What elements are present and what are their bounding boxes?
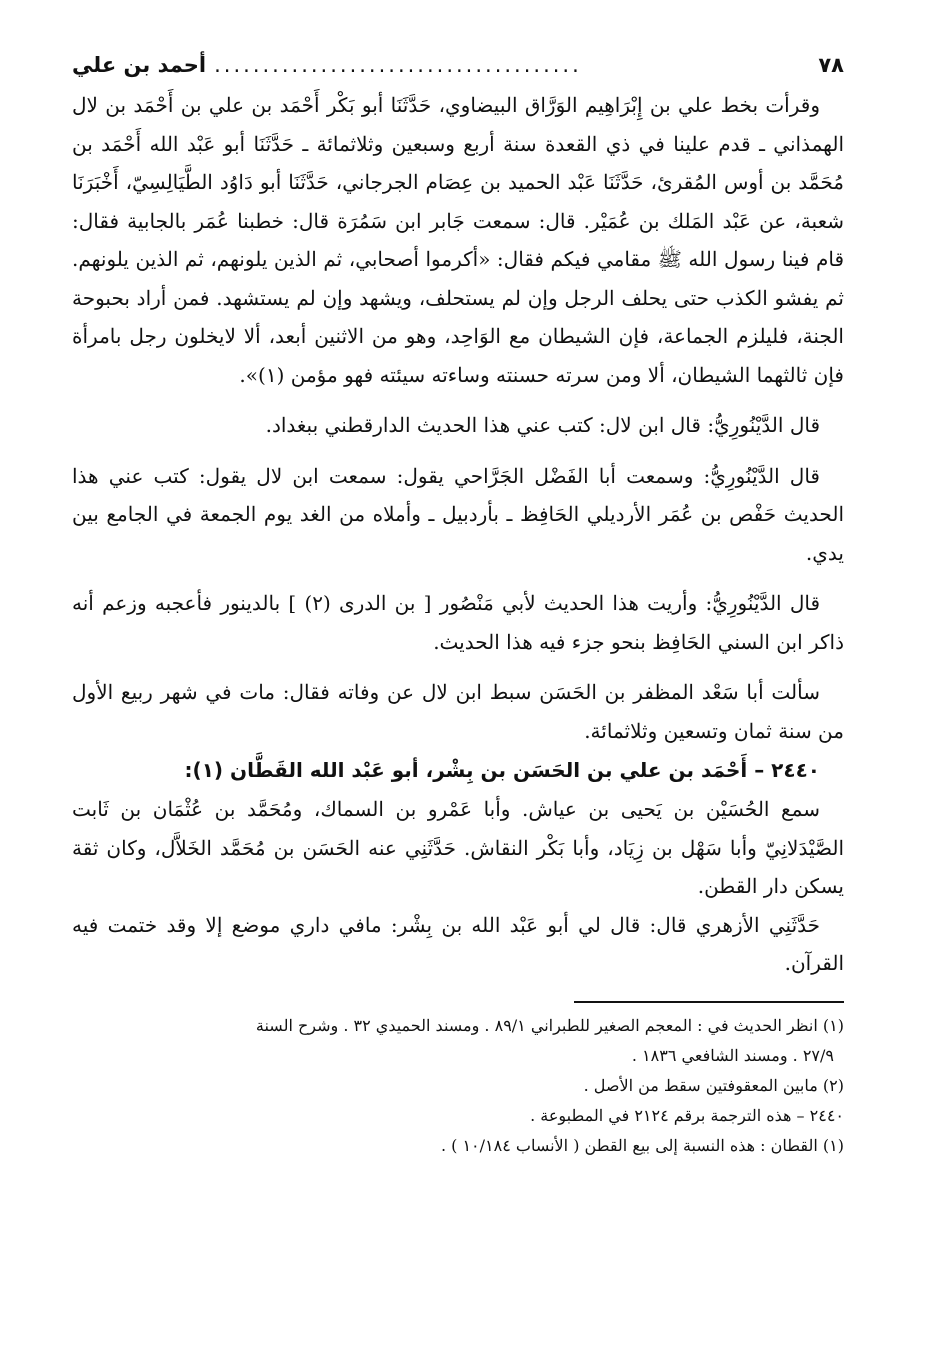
entry-heading: ٢٤٤٠ – أَحْمَد بن علي بن الحَسَن بن بِشْر، أبو عَبْد الله القَطَّان (١):: [184, 758, 820, 782]
entry-paragraph: حَدَّثَنِي الأزهري قال: قال لي أبو عَبْد الله بن بِشْر: مافي داري موضع إلا وقد ختمت فيه القرآن.: [72, 912, 844, 975]
footnote: ٢٤٤٠ – هذه الترجمة برقم ٢١٢٤ في المطبوعة .: [530, 1105, 844, 1125]
hadith-paragraph: وقرأت بخط علي بن إِبْرَاهِيم الوَرَّاق البيضاوي، حَدَّثَنَا أبو بَكْر أَحْمَد بن علي بن أَحْمَد بن لال الهمذاني ـ قدم علينا في ذي القعدة سنة أربع وسبعين وثلاثمائة ـ حَدَّثَنَا أبو عَبْد الله أَحْمَد بن مُحَمَّد بن أوس المُقرئ، حَدَّثَنَا عَبْد الحميد بن عِصَام الجرجاني، حَدَّثَنَا أبو دَاوُد الطَّيَالِسِيّ، أَخْبَرَنَا شعبة، عن عَبْد المَلك بن عُمَيْر. قال: سمعت جَابر ابن سَمُرَة قال: خطبنا عُمَر بالجابية فقال: قام فينا رسول الله ﷺ مقامي فيكم فقال: «أكرموا أصحابي، ثم الذين يلونهم، ثم الذين يلونهم. ثم يفشو الكذب حتى يحلف الرجل وإن لم يستحلف، ويشهد وإن لم يستشهد. فمن أراد بحبوحة الجنة، فليلزم الجماعة، فإن الشيطان مع الوَاحِد، وهو من الاثنين أبعد، ألا لايخلون رجل بامرأة فإن ثالثهما الشيطان، ألا ومن سرته حسنته وساءته سيئته فهو مؤمن (١)».: [72, 93, 844, 387]
death-date-paragraph: سألت أبا سَعْد المظفر بن الحَسَن سبط ابن لال عن وفاته فقال: مات في شهر ربيع الأول من سنة ثمان وتسعين وثلاثمائة.: [72, 680, 844, 743]
footnote-separator: [574, 1001, 844, 1003]
paragraph-gap: [72, 394, 844, 406]
running-title: أحمد بن علي: [72, 53, 207, 77]
header-leader-dots: ......................................: [214, 53, 582, 77]
footnote: (٢) مابين المعقوفتين سقط من الأصل .: [583, 1075, 844, 1095]
footnote-continuation: ٢٧/٩ . ومسند الشافعي ١٨٣٦ .: [631, 1045, 834, 1065]
dinawari-note-3: قال الدَّيْنُورِيُّ: وأريت هذا الحديث لأبي مَنْصُور [ بن الدرى (٢) ] بالدينور فأعجبه وزعم أنه ذاكر ابن السني الحَافِظ بنحو جزء فيه هذا الحديث.: [72, 591, 844, 654]
dinawari-note-2: قال الدَّيْنُورِيُّ: وسمعت أبا الفَضْل الجَرَّاحي يقول: سمعت ابن لال يقول: كتب عني هذا الحديث حَفْص بن عُمَر الأرديلي الحَافِظ ـ بأردبيل ـ وأملاه من الغد يوم الجمعة في الجامع بين يدي.: [72, 463, 844, 565]
paragraph-gap: [72, 445, 844, 457]
running-header: [72, 48, 844, 86]
paragraph-gap: [72, 572, 844, 584]
dinawari-note-1: قال الدَّيْنُورِيُّ: قال ابن لال: كتب عني هذا الحديث الدارقطني ببغداد.: [265, 413, 820, 437]
footnote: (١) القطان : هذه النسبة إلى بيع القطن ( الأنساب ١٠/١٨٤ ) .: [440, 1135, 844, 1155]
book-page: [72, 48, 844, 1161]
footnote: (١) انظر الحديث في : المعجم الصغير للطبراني ٨٩/١ . ومسند الحميدي ٣٢ . وشرح السنة: [255, 1015, 844, 1035]
entry-paragraph: سمع الحُسَيْن بن يَحيى بن عياش. وأبا عَمْرو بن السماك، ومُحَمَّد بن عُثْمَان بن ثَابت الصَّيْدَلانِيّ وأبا سَهْل بن زِيَاد، وأبا بَكْر النقاش. حَدَّثَنِي عنه الحَسَن بن مُحَمَّد الخَلاَّل، وكان ثقة يسكن دار القطن.: [72, 797, 844, 898]
page-number: ٧٨: [818, 53, 844, 77]
paragraph-gap: [72, 661, 844, 673]
